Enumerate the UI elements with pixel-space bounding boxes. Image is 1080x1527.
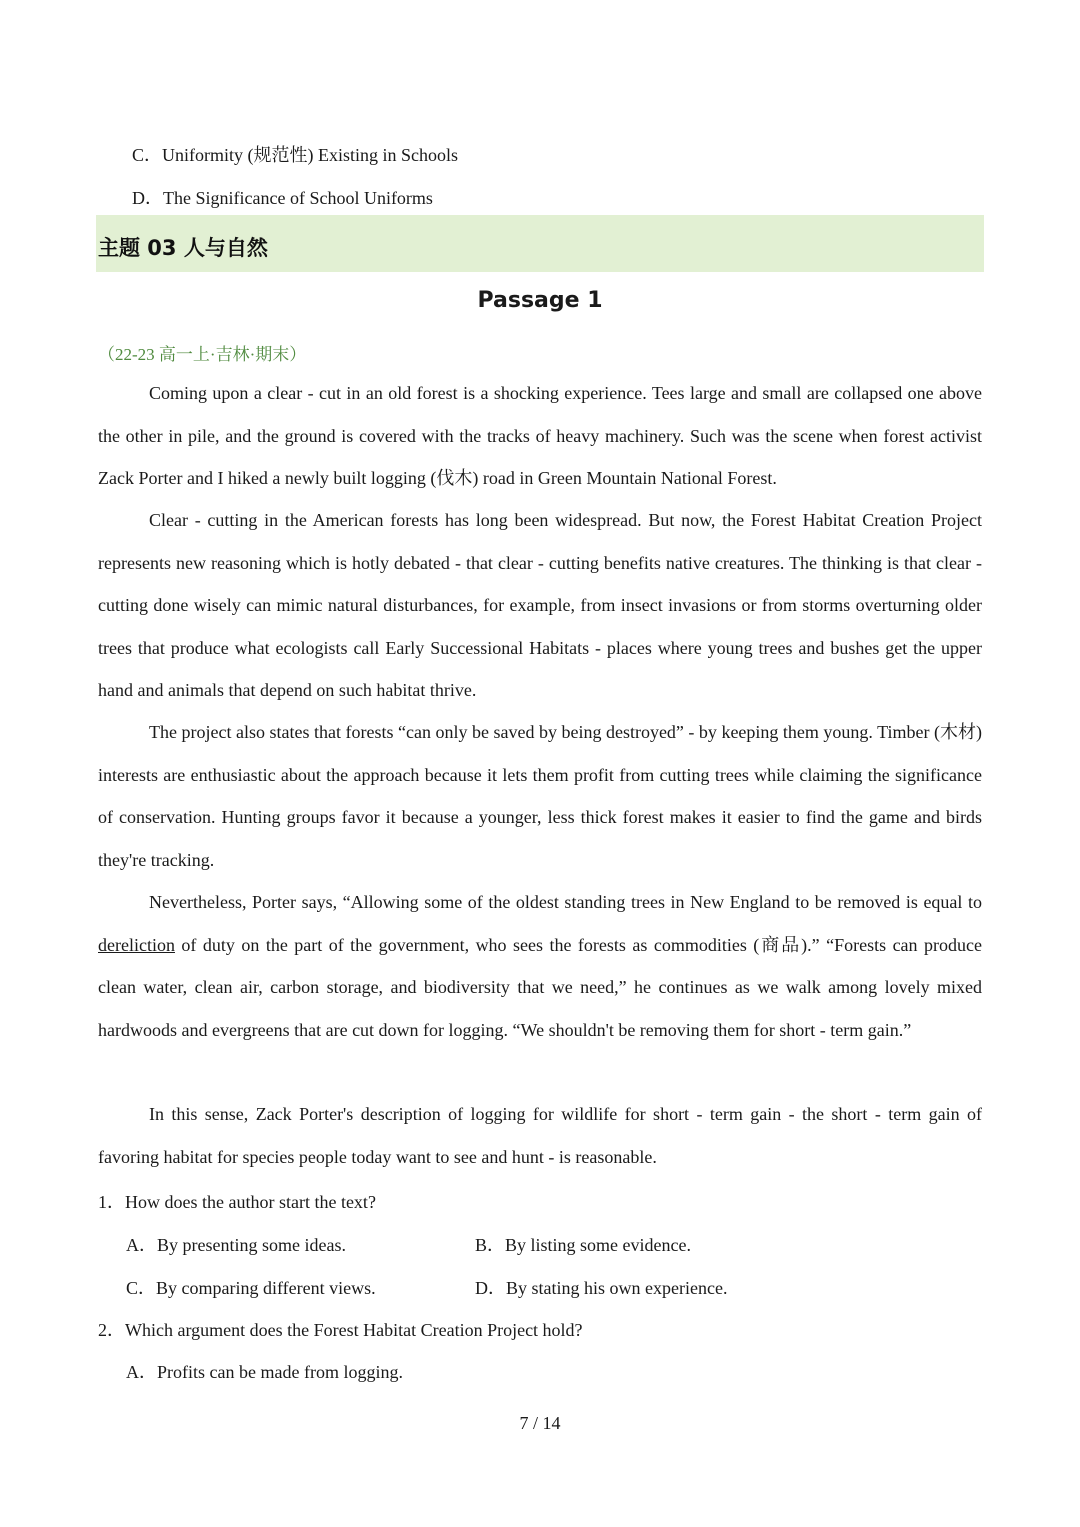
underlined-word: dereliction [98, 934, 175, 955]
question-1-option-d[interactable]: D．By stating his own experience. [475, 1278, 728, 1298]
paragraph-4-part-b: of duty on the part of the government, who sees the forests as commodities (商品).” “Forests can produce clean water, clean air, carbon storage, and biodiversity that we need,” he continues as we walk among lovely mixed hardwoods and evergreens that are cut down for logging. “We shouldn't be removing them for short - term gain.” [98, 934, 982, 1040]
previous-option-c: C．Uniformity (规范性) Existing in Schools [132, 145, 458, 165]
paragraph-2: Clear - cutting in the American forests has long been widespread. But now, the Forest Habitat Creation Project represents new reasoning which is hotly debated - that clear - cutting benefits native creatures. The thinking is that clear - cutting done wisely can mimic natural disturbances, for example, from insect invasions or from storms overturning older trees that produce what ecologists call Early Successional Habitats - places where young trees and bushes get the upper hand and animals that depend on such habitat thrive. [98, 510, 982, 700]
previous-option-d: D．The Significance of School Uniforms [132, 188, 433, 208]
passage-title: Passage 1 [477, 288, 603, 313]
question-2-stem: 2．Which argument does the Forest Habitat Creation Project hold? [98, 1320, 583, 1340]
paragraph-4 [98, 881, 982, 1051]
question-2-option-a[interactable]: A．Profits can be made from logging. [126, 1362, 403, 1382]
question-1-option-b[interactable]: B．By listing some evidence. [475, 1235, 691, 1255]
paragraph-1: Coming upon a clear - cut in an old forest is a shocking experience. Tees large and small are collapsed one above the other in pile, and the ground is covered with the tracks of heavy machinery. Such was the scene when forest activist Zack Porter and I hiked a newly built logging (伐木) road in Green Mountain National Forest. [98, 383, 982, 488]
section-title: 主题 03 人与自然 [98, 236, 268, 260]
question-1-option-a[interactable]: A．By presenting some ideas. [126, 1235, 346, 1255]
question-1-option-c[interactable]: C．By comparing different views. [126, 1278, 376, 1298]
page-number: 7 / 14 [519, 1413, 561, 1433]
paragraph-3: The project also states that forests “can only be saved by being destroyed” - by keeping them young. Timber (木材) interests are enthusiastic about the approach because it lets them profit from cutting trees while claiming the significance of conservation. Hunting groups favor it because a younger, less thick forest makes it easier to find the game and birds they're tracking. [98, 722, 982, 870]
paragraph-5: In this sense, Zack Porter's description of logging for wildlife for short - term gain - the short - term gain of favoring habitat for species people today want to see and hunt - is reasonable. [98, 1104, 982, 1167]
question-1-stem: 1．How does the author start the text? [98, 1192, 376, 1212]
paragraph-4-part-a: Nevertheless, Porter says, “Allowing some of the oldest standing trees in New England to be removed is equal to [149, 892, 982, 912]
passage-source: （22-23 高一上·吉林·期末） [98, 345, 307, 364]
